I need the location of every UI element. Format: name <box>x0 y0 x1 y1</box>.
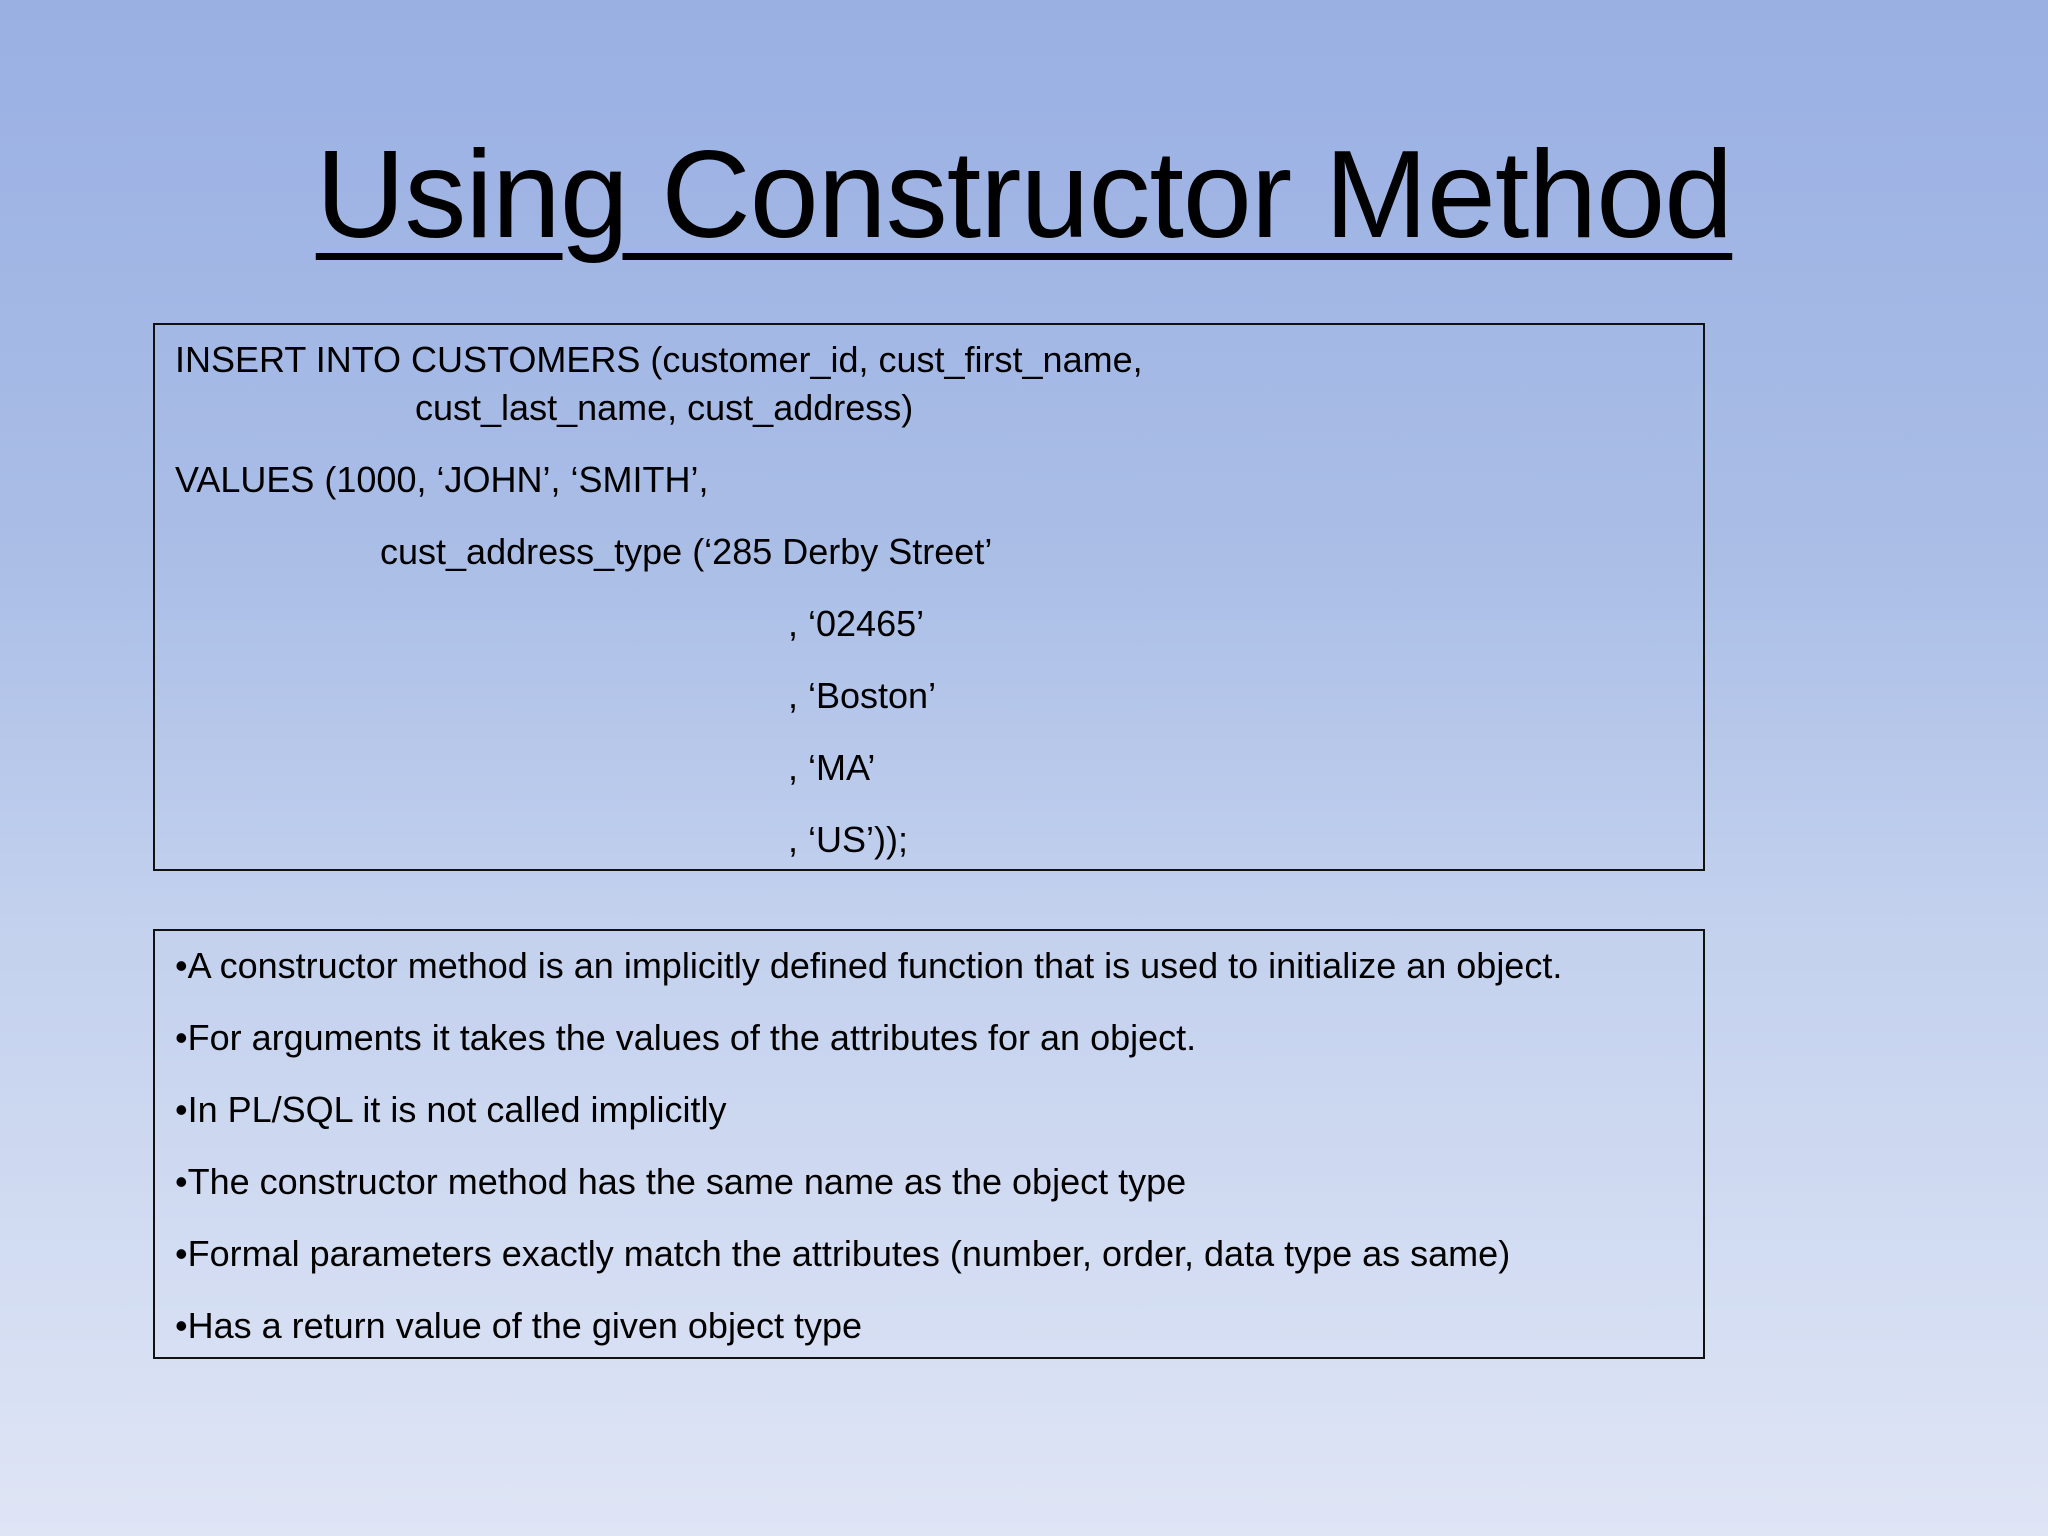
code-line: cust_address_type (‘285 Derby Street’ <box>380 531 993 572</box>
code-line: INSERT INTO CUSTOMERS (customer_id, cust_first_name, <box>175 339 1143 380</box>
slide-title: Using Constructor Method <box>315 126 1733 264</box>
bullet-item: •Has a return value of the given object type <box>175 1305 863 1346</box>
code-line: VALUES (1000, ‘JOHN’, ‘SMITH’, <box>175 459 709 500</box>
code-line: , ‘US’)); <box>788 819 908 860</box>
notes-box <box>153 929 1705 1359</box>
code-line: , ‘MA’ <box>788 747 876 788</box>
bullet-item: •Formal parameters exactly match the attributes (number, order, data type as same) <box>175 1233 1511 1274</box>
code-line: , ‘02465’ <box>788 603 925 644</box>
code-line: , ‘Boston’ <box>788 675 937 716</box>
bullet-item: •In PL/SQL it is not called implicitly <box>175 1089 727 1130</box>
bullet-item: •A constructor method is an implicitly defined function that is used to initialize an object. <box>175 945 1563 986</box>
bullet-item: •For arguments it takes the values of the attributes for an object. <box>175 1017 1197 1058</box>
code-line: cust_last_name, cust_address) <box>415 387 914 428</box>
code-example-box <box>153 323 1705 871</box>
bullet-item: •The constructor method has the same name as the object type <box>175 1161 1187 1202</box>
